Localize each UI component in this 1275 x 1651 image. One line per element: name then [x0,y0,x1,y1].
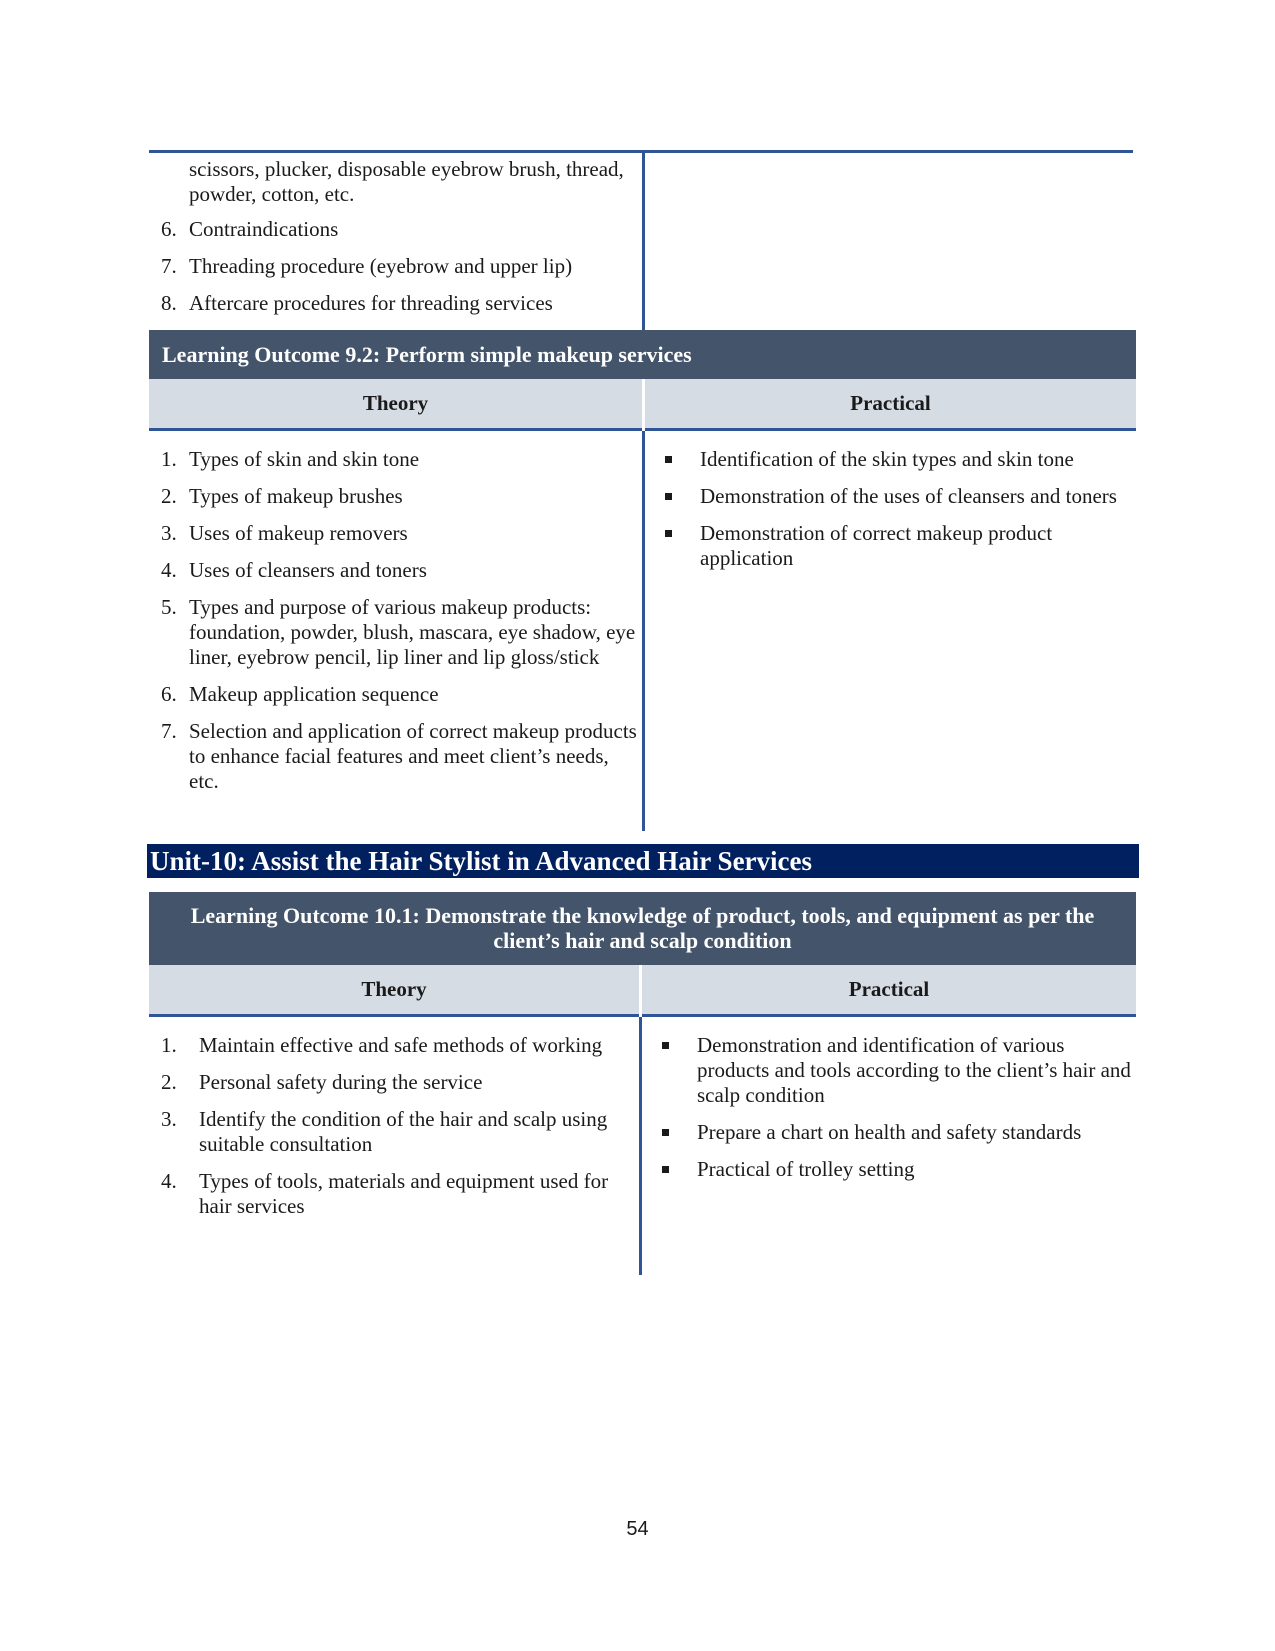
square-bullet-icon [665,456,672,463]
item-text: Makeup application sequence [189,682,439,706]
list-item [652,1033,1132,1108]
practical-header: Practical [850,391,931,415]
item-text: Uses of makeup removers [189,521,408,545]
list-item [149,447,639,472]
list-item [655,447,1125,472]
list-item [652,1120,1132,1145]
item-text: Types of makeup brushes [189,484,403,508]
item-text: Threading procedure (eyebrow and upper lip) [189,254,573,278]
item-text: Selection and application of correct makeup products to enhance facial features and meet client’s needs, etc. [189,719,637,793]
item-text: Identify the condition of the hair and scalp using suitable consultation [199,1107,608,1156]
list-item [149,521,639,546]
lo-10-1-header-row [149,965,1136,1017]
square-bullet-icon [662,1129,669,1136]
lo-9-2-body [149,431,1136,831]
item-number: 7. [161,254,177,278]
item-text: Types of skin and skin tone [189,447,420,471]
unit-title-text: Unit-10: Assist the Hair Stylist in Advanced Hair Services [150,846,813,876]
list-item [149,1070,619,1095]
list-item [149,217,639,242]
item-number: 7. [161,719,177,743]
item-text: Practical of trolley setting [697,1157,915,1181]
theory-header: Theory [361,977,427,1001]
column-divider [642,153,645,330]
item-number: 2. [161,484,177,508]
lo-10-1-theory-list [149,1033,619,1231]
lo-10-1-practical-list [652,1033,1132,1194]
item-text: Prepare a chart on health and safety standards [697,1120,1082,1144]
outcome-title-text: Learning Outcome 9.2: Perform simple makeup services [162,342,692,367]
square-bullet-icon [662,1042,669,1049]
item-text: Uses of cleansers and toners [189,558,427,582]
item-number: 8. [161,291,177,315]
list-item [149,682,639,707]
item-text: Demonstration of the uses of cleansers and toners [700,484,1117,508]
item-number: 6. [161,682,177,706]
page-number: 54 [626,1518,649,1540]
item-text: Identification of the skin types and skin tone [700,447,1074,471]
item-number: 3. [161,1107,177,1131]
list-item [655,484,1125,509]
item-text: Aftercare procedures for threading services [189,291,553,315]
item-text: Types and purpose of various makeup products: foundation, powder, blush, mascara, eye shadow, eye liner, eyebrow pencil, lip liner and lip gloss/stick [189,595,636,669]
item-number: 2. [161,1070,177,1094]
item-number: 6. [161,217,177,241]
list-item [149,719,639,794]
practical-header: Practical [848,977,930,1001]
lo-9-2-practical-list [655,447,1125,583]
learning-outcome-10-1-title [149,892,1136,965]
list-item [149,484,639,509]
unit-10-title [147,844,1139,878]
continued-theory-list [149,217,639,328]
learning-outcome-9-2-title [149,330,1136,379]
item-text: Contraindications [189,217,339,241]
column-divider [642,431,645,831]
item-text: Personal safety during the service [199,1070,483,1094]
item-text: Maintain effective and safe methods of working [199,1033,603,1057]
item-number: 4. [161,558,177,582]
square-bullet-icon [662,1166,669,1173]
item-number: 1. [161,447,177,471]
list-item [149,558,639,583]
theory-header: Theory [362,391,429,415]
item-number: 3. [161,521,177,545]
item-text: Types of tools, materials and equipment used for hair services [199,1169,609,1218]
item-text: Demonstration and identification of various products and tools according to the client’s hair and scalp condition [697,1033,1131,1107]
continued-item-text: scissors, plucker, disposable eyebrow brush, thread, powder, cotton, etc. [189,157,624,206]
list-item [652,1157,1132,1182]
square-bullet-icon [665,530,672,537]
list-item [149,1169,619,1219]
list-item [149,595,639,670]
lo-9-2-theory-list [149,447,639,806]
lo-9-2-header-row [149,379,1136,431]
item-number: 4. [161,1169,177,1193]
item-number: 1. [161,1033,177,1057]
column-divider [639,1017,642,1275]
item-text: Demonstration of correct makeup product application [700,521,1053,570]
item-number: 5. [161,595,177,619]
list-item [149,254,639,279]
list-item [149,291,639,316]
list-item [149,1033,619,1058]
continuation-table [149,150,1133,333]
square-bullet-icon [665,493,672,500]
lo-10-1-body [149,1017,1136,1275]
outcome-title-text: Learning Outcome 10.1: Demonstrate the knowledge of product, tools, and equipment as per the client’s hair and scalp condition [190,903,1095,953]
list-item [149,1107,619,1157]
list-item [655,521,1125,571]
